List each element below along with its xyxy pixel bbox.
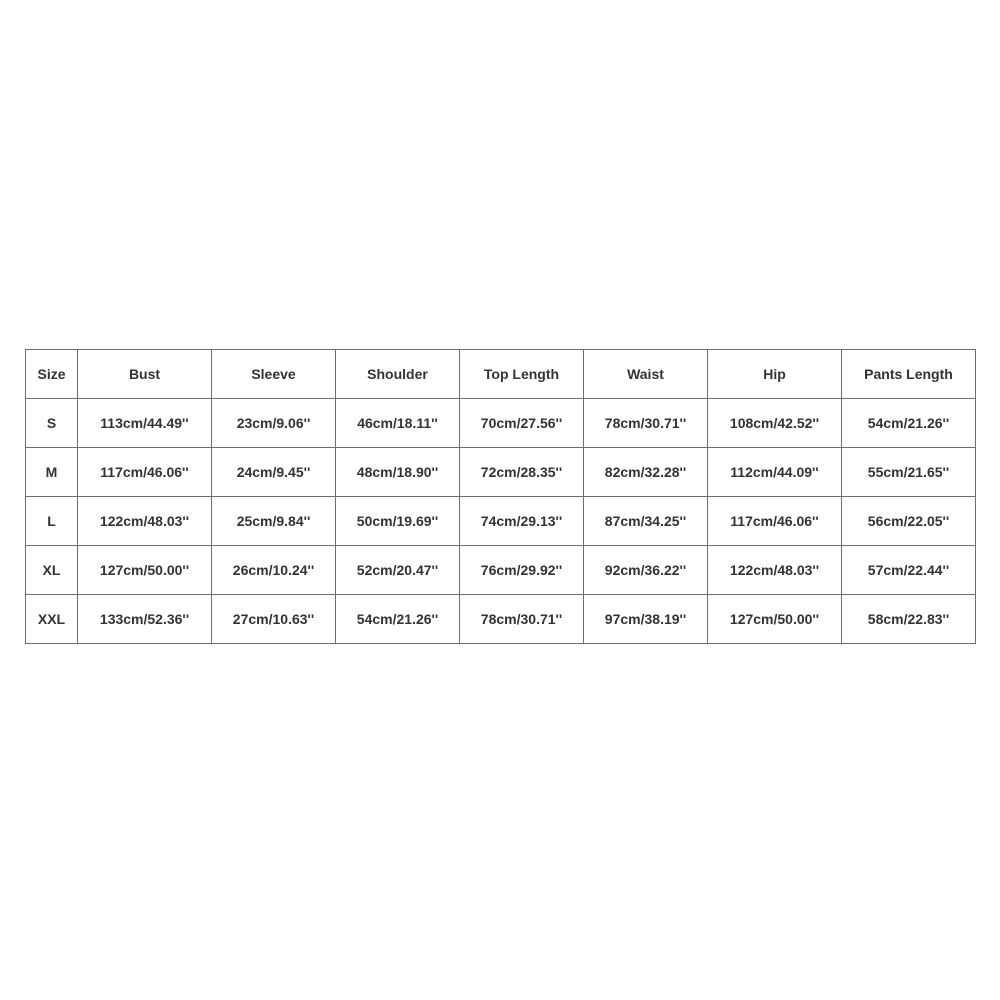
waist-cell: 97cm/38.19'' [584,595,708,644]
size-cell: XXL [26,595,78,644]
top-length-cell: 72cm/28.35'' [460,448,584,497]
hip-cell: 108cm/42.52'' [708,399,842,448]
bust-cell: 127cm/50.00'' [78,546,212,595]
header-sleeve: Sleeve [212,350,336,399]
shoulder-cell: 52cm/20.47'' [336,546,460,595]
size-cell: L [26,497,78,546]
pants-length-cell: 58cm/22.83'' [842,595,976,644]
hip-cell: 122cm/48.03'' [708,546,842,595]
header-shoulder: Shoulder [336,350,460,399]
hip-cell: 127cm/50.00'' [708,595,842,644]
waist-cell: 92cm/36.22'' [584,546,708,595]
top-length-cell: 78cm/30.71'' [460,595,584,644]
header-pants-length: Pants Length [842,350,976,399]
bust-cell: 117cm/46.06'' [78,448,212,497]
shoulder-cell: 46cm/18.11'' [336,399,460,448]
shoulder-cell: 54cm/21.26'' [336,595,460,644]
table-row [26,595,976,644]
pants-length-cell: 55cm/21.65'' [842,448,976,497]
waist-cell: 87cm/34.25'' [584,497,708,546]
hip-cell: 117cm/46.06'' [708,497,842,546]
size-chart-table [25,349,976,644]
pants-length-cell: 54cm/21.26'' [842,399,976,448]
sleeve-cell: 25cm/9.84'' [212,497,336,546]
bust-cell: 133cm/52.36'' [78,595,212,644]
size-cell: XL [26,546,78,595]
header-top-length: Top Length [460,350,584,399]
waist-cell: 78cm/30.71'' [584,399,708,448]
size-cell: S [26,399,78,448]
sleeve-cell: 23cm/9.06'' [212,399,336,448]
bust-cell: 122cm/48.03'' [78,497,212,546]
top-length-cell: 76cm/29.92'' [460,546,584,595]
header-hip: Hip [708,350,842,399]
pants-length-cell: 56cm/22.05'' [842,497,976,546]
waist-cell: 82cm/32.28'' [584,448,708,497]
sleeve-cell: 24cm/9.45'' [212,448,336,497]
sleeve-cell: 26cm/10.24'' [212,546,336,595]
top-length-cell: 74cm/29.13'' [460,497,584,546]
table-row [26,546,976,595]
table-row [26,448,976,497]
table-row [26,497,976,546]
header-bust: Bust [78,350,212,399]
table-row [26,399,976,448]
pants-length-cell: 57cm/22.44'' [842,546,976,595]
shoulder-cell: 50cm/19.69'' [336,497,460,546]
header-row [26,350,976,399]
sleeve-cell: 27cm/10.63'' [212,595,336,644]
hip-cell: 112cm/44.09'' [708,448,842,497]
bust-cell: 113cm/44.49'' [78,399,212,448]
shoulder-cell: 48cm/18.90'' [336,448,460,497]
top-length-cell: 70cm/27.56'' [460,399,584,448]
header-size: Size [26,350,78,399]
header-waist: Waist [584,350,708,399]
size-cell: M [26,448,78,497]
